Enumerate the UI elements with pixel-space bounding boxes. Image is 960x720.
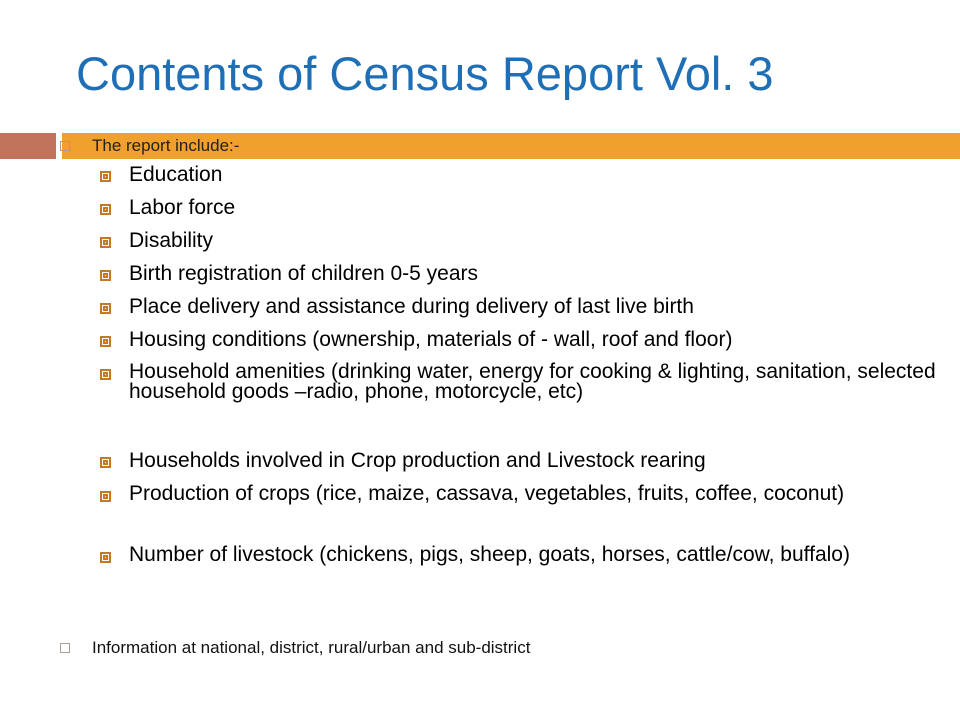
list-item: Households involved in Crop production and Livestock rearing — [100, 450, 940, 472]
square-bullet-icon — [100, 491, 111, 502]
list-item: Education — [100, 164, 940, 186]
list-item: Number of livestock (chickens, pigs, sheep, goats, horses, cattle/cow, buffalo) — [100, 545, 940, 565]
list-item: Place delivery and assistance during delivery of last live birth — [100, 296, 940, 318]
list-item: Housing conditions (ownership, materials of - wall, roof and floor) — [100, 329, 940, 351]
accent-bar-left — [0, 133, 56, 159]
list-item: Disability — [100, 230, 940, 252]
list-item: Birth registration of children 0-5 years — [100, 263, 940, 285]
sub-bullet-list-c — [100, 450, 940, 472]
square-bullet-icon — [100, 336, 111, 347]
square-bullet-icon — [100, 204, 111, 215]
square-bullet-icon — [100, 552, 111, 563]
list-item: Production of crops (rice, maize, cassava, vegetables, fruits, coffee, coconut) — [100, 484, 940, 504]
list-item: Household amenities (drinking water, energy for cooking & lighting, sanitation, selected household goods –radio, phone, motorcycle, etc) — [100, 362, 940, 402]
sub-bullet-list-d — [100, 484, 940, 504]
slide-title: Contents of Census Report Vol. 3 — [76, 47, 774, 100]
square-bullet-icon — [100, 171, 111, 182]
sub-bullet-list-e — [100, 545, 940, 565]
sub-bullet-list-a — [100, 164, 940, 351]
hollow-square-bullet-icon — [60, 643, 70, 653]
footer-bullet — [60, 636, 530, 660]
square-bullet-icon — [100, 303, 111, 314]
square-bullet-icon — [100, 270, 111, 281]
square-bullet-icon — [100, 457, 111, 468]
hollow-square-bullet-icon — [60, 141, 70, 151]
intro-text: The report include:- — [92, 136, 240, 155]
intro-bullet — [60, 134, 239, 158]
footer-text: Information at national, district, rural/urban and sub-district — [92, 638, 531, 657]
square-bullet-icon — [100, 369, 111, 380]
sub-bullet-list-b — [100, 362, 940, 402]
square-bullet-icon — [100, 237, 111, 248]
list-item: Labor force — [100, 197, 940, 219]
